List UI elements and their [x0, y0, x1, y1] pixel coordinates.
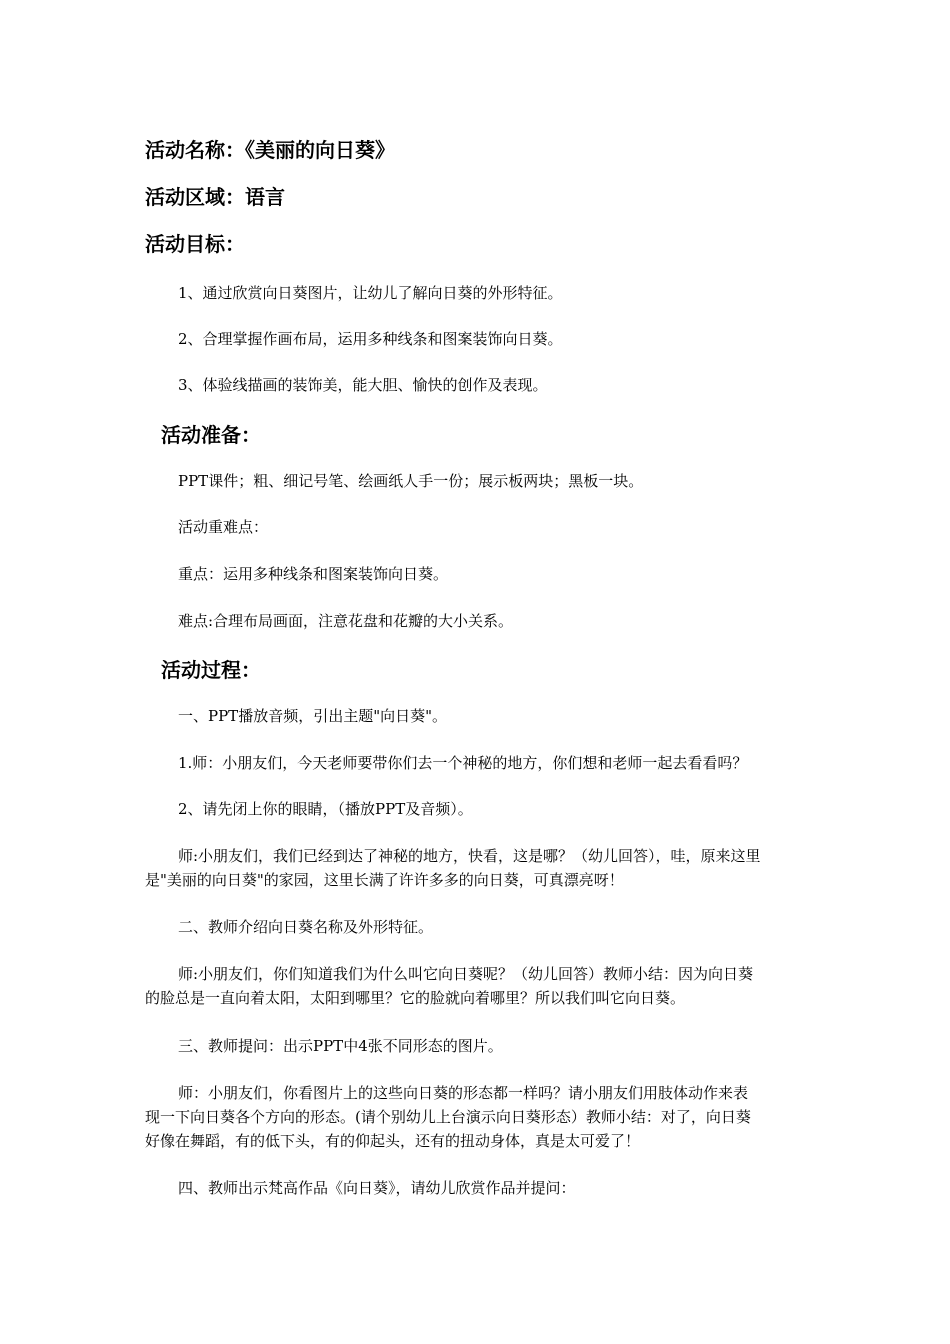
- paragraph-line: 好像在舞蹈，有的低下头，有的仰起头，还有的扭动身体，真是太可爱了！: [145, 1132, 641, 1150]
- paragraph-line: 是"美丽的向日葵"的家园，这里长满了许许多多的向日葵，可真漂亮呀！: [145, 871, 624, 889]
- process-step-1-1: 1.师：小朋友们，今天老师要带你们去一个神秘的地方，你们想和老师一起去看看吗？: [178, 754, 748, 772]
- prep-materials: PPT课件；粗、细记号笔、绘画纸人手一份；展示板两块；黑板一块。: [178, 472, 644, 490]
- paragraph-line: 师:小朋友们，你们知道我们为什么叫它向日葵呢？（幼儿回答）教师小结：因为向日葵: [178, 965, 754, 983]
- process-step-2: 二、教师介绍向日葵名称及外形特征。: [178, 918, 434, 936]
- goal-item-3: 3、体验线描画的装饰美，能大胆、愉快的创作及表现。: [178, 376, 548, 394]
- paragraph-line: 的脸总是一直向着太阳，太阳到哪里？它的脸就向着哪里？所以我们叫它向日葵。: [145, 989, 686, 1007]
- paragraph-line: 师:小朋友们，我们已经到达了神秘的地方，快看，这是哪？（幼儿回答），哇，原来这里: [178, 847, 761, 865]
- process-paragraph-2: [145, 962, 815, 1010]
- process-step-1-2: 2、请先闭上你的眼睛，（播放PPT及音频）。: [178, 800, 473, 818]
- process-step-4: 四、教师出示梵高作品《向日葵》，请幼儿欣赏作品并提问：: [178, 1179, 576, 1197]
- paragraph-line: 现一下向日葵各个方向的形态。(请个别幼儿上台演示向日葵形态）教师小结：对了，向日葵: [145, 1108, 751, 1126]
- goal-item-1: 1、通过欣赏向日葵图片，让幼儿了解向日葵的外形特征。: [178, 284, 563, 302]
- activity-area: 活动区域：语言: [145, 185, 285, 209]
- difficult-point: 难点:合理布局画面，注意花盘和花瓣的大小关系。: [178, 612, 514, 630]
- process-paragraph-1: [145, 844, 815, 892]
- activity-title: 活动名称：《美丽的向日葵》: [145, 138, 395, 162]
- goals-heading: 活动目标：: [145, 232, 245, 256]
- key-points-label: 活动重难点：: [178, 518, 269, 536]
- process-step-1: 一、PPT播放音频，引出主题"向日葵"。: [178, 707, 447, 725]
- process-step-3: 三、教师提问：出示PPT中4张不同形态的图片。: [178, 1037, 503, 1055]
- process-heading: 活动过程：: [161, 658, 261, 682]
- paragraph-line: 师：小朋友们，你看图片上的这些向日葵的形态都一样吗？请小朋友们用肢体动作来表: [178, 1084, 749, 1102]
- prep-heading: 活动准备：: [161, 423, 261, 447]
- process-paragraph-3: [145, 1081, 815, 1153]
- goal-item-2: 2、合理掌握作画布局，运用多种线条和图案装饰向日葵。: [178, 330, 563, 348]
- key-point: 重点：运用多种线条和图案装饰向日葵。: [178, 565, 449, 583]
